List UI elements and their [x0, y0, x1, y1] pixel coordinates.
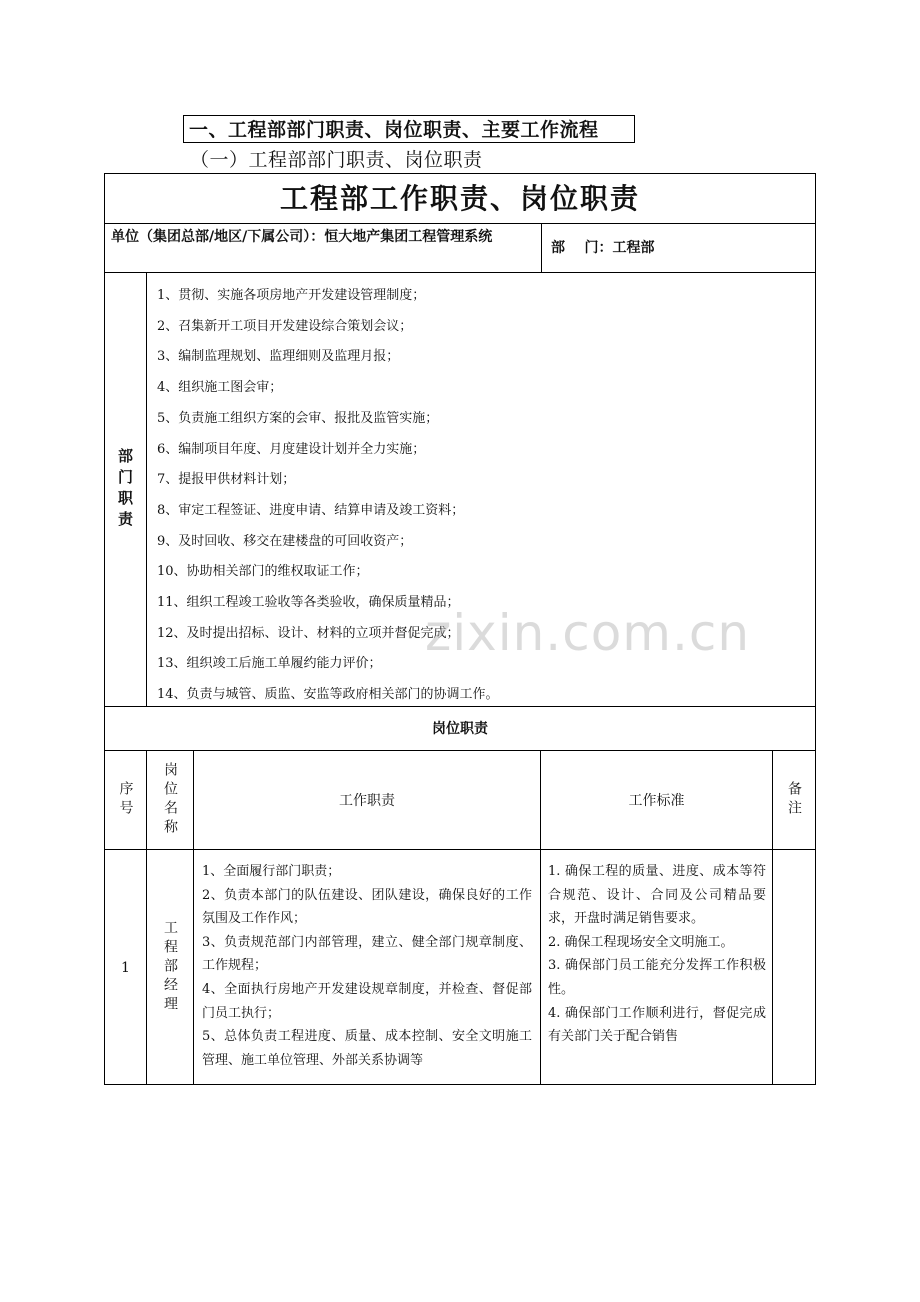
column-header-standard: 工作标准	[628, 793, 685, 809]
column-header-seq-text: 序号	[117, 781, 134, 819]
column-header-remark	[773, 751, 815, 849]
standard-item: 3. 确保部门员工能充分发挥工作积极性。	[548, 958, 766, 997]
unit-label: 单位（集团总部/地区/下属公司）：恒大地产集团工程管理系统	[111, 229, 493, 245]
column-header-duties: 工作职责	[339, 793, 395, 809]
list-item: 11、组织工程竣工验收等各类验收，确保质量精品；	[157, 595, 460, 611]
dept-duties-label: 部门职责	[116, 448, 134, 532]
column-header-post-text: 岗位名称	[162, 762, 178, 838]
list-item: 2、召集新开工项目开发建设综合策划会议；	[157, 318, 413, 334]
unit-row	[105, 223, 815, 272]
list-item: 9、及时回收、移交在建楼盘的可回收资产；	[157, 533, 413, 549]
list-item: 12、及时提出招标、设计、材料的立项并督促完成；	[157, 625, 460, 641]
column-header-remark-text: 备注	[786, 781, 802, 819]
duty-item: 1、全面履行部门职责；	[202, 864, 341, 879]
standard-item: 2. 确保工程现场安全文明施工。	[548, 934, 734, 950]
list-item: 1、贯彻、实施各项房地产开发建设管理制度；	[157, 288, 426, 303]
list-item: 4、组织施工图会审；	[157, 380, 283, 396]
department-duties-row	[105, 272, 815, 706]
list-item: 6、编制项目年度、月度建设计划并全力实施；	[157, 441, 426, 457]
dept-duties-list	[157, 281, 807, 711]
duty-item: 2、负责本部门的队伍建设、团队建设，确保良好的工作氛围及工作作风；	[202, 887, 532, 927]
section-heading: 一、工程部部门职责、岗位职责、主要工作流程	[183, 115, 635, 143]
table-row-seq: 1	[121, 959, 130, 976]
post-duties-title: 岗位职责	[105, 706, 815, 750]
duty-item: 4、全面执行房地产开发建设规章制度，并检查、督促部门员工执行；	[202, 981, 532, 1021]
duty-item: 3、负责规范部门内部管理，建立、健全部门规章制度、工作规程；	[202, 934, 532, 974]
post-duties-grid	[105, 750, 815, 1084]
column-header-seq	[105, 751, 146, 849]
list-item: 14、负责与城管、质监、安监等政府相关部门的协调工作。	[157, 687, 499, 703]
subsection-heading: （一）工程部部门职责、岗位职责	[190, 149, 483, 171]
standard-item: 4. 确保部门工作顺利进行，督促完成有关部门关于配合销售	[548, 1005, 766, 1045]
list-item: 8、审定工程签证、进度申请、结算申请及竣工资料；	[157, 502, 465, 518]
duty-item: 5、总体负责工程进度、质量、成本控制、安全文明施工管理、施工单位管理、外部关系协调等	[202, 1029, 532, 1068]
watermark: zixin.com.cn	[425, 604, 751, 662]
list-item: 7、提报甲供材料计划；	[157, 472, 296, 488]
dept-duties-label-cell	[105, 273, 147, 707]
post-name-text: 工程部经理	[162, 920, 178, 1015]
column-header-post	[147, 751, 193, 849]
table-row-post	[147, 850, 193, 1085]
table-title: 工程部工作职责、岗位职责	[279, 182, 640, 215]
department-label: 部 门：工程部	[541, 224, 815, 272]
list-item: 5、负责施工组织方案的会审、报批及监管实施；	[157, 410, 439, 426]
list-item: 13、组织竣工后施工单履约能力评价；	[157, 656, 382, 672]
header-divider	[105, 849, 815, 850]
list-item: 10、协助相关部门的维权取证工作；	[157, 564, 369, 580]
duty-table	[104, 173, 816, 1085]
table-row-remark	[773, 850, 815, 1085]
table-row-duties	[202, 860, 532, 1085]
table-row-standards	[548, 860, 766, 1085]
list-item: 3、编制监理规划、监理细则及监理月报；	[157, 349, 400, 365]
standard-item: 1. 确保工程的质量、进度、成本等符合规范、设计、合同及公司精品要求，开盘时满足销售要求。	[548, 864, 766, 927]
